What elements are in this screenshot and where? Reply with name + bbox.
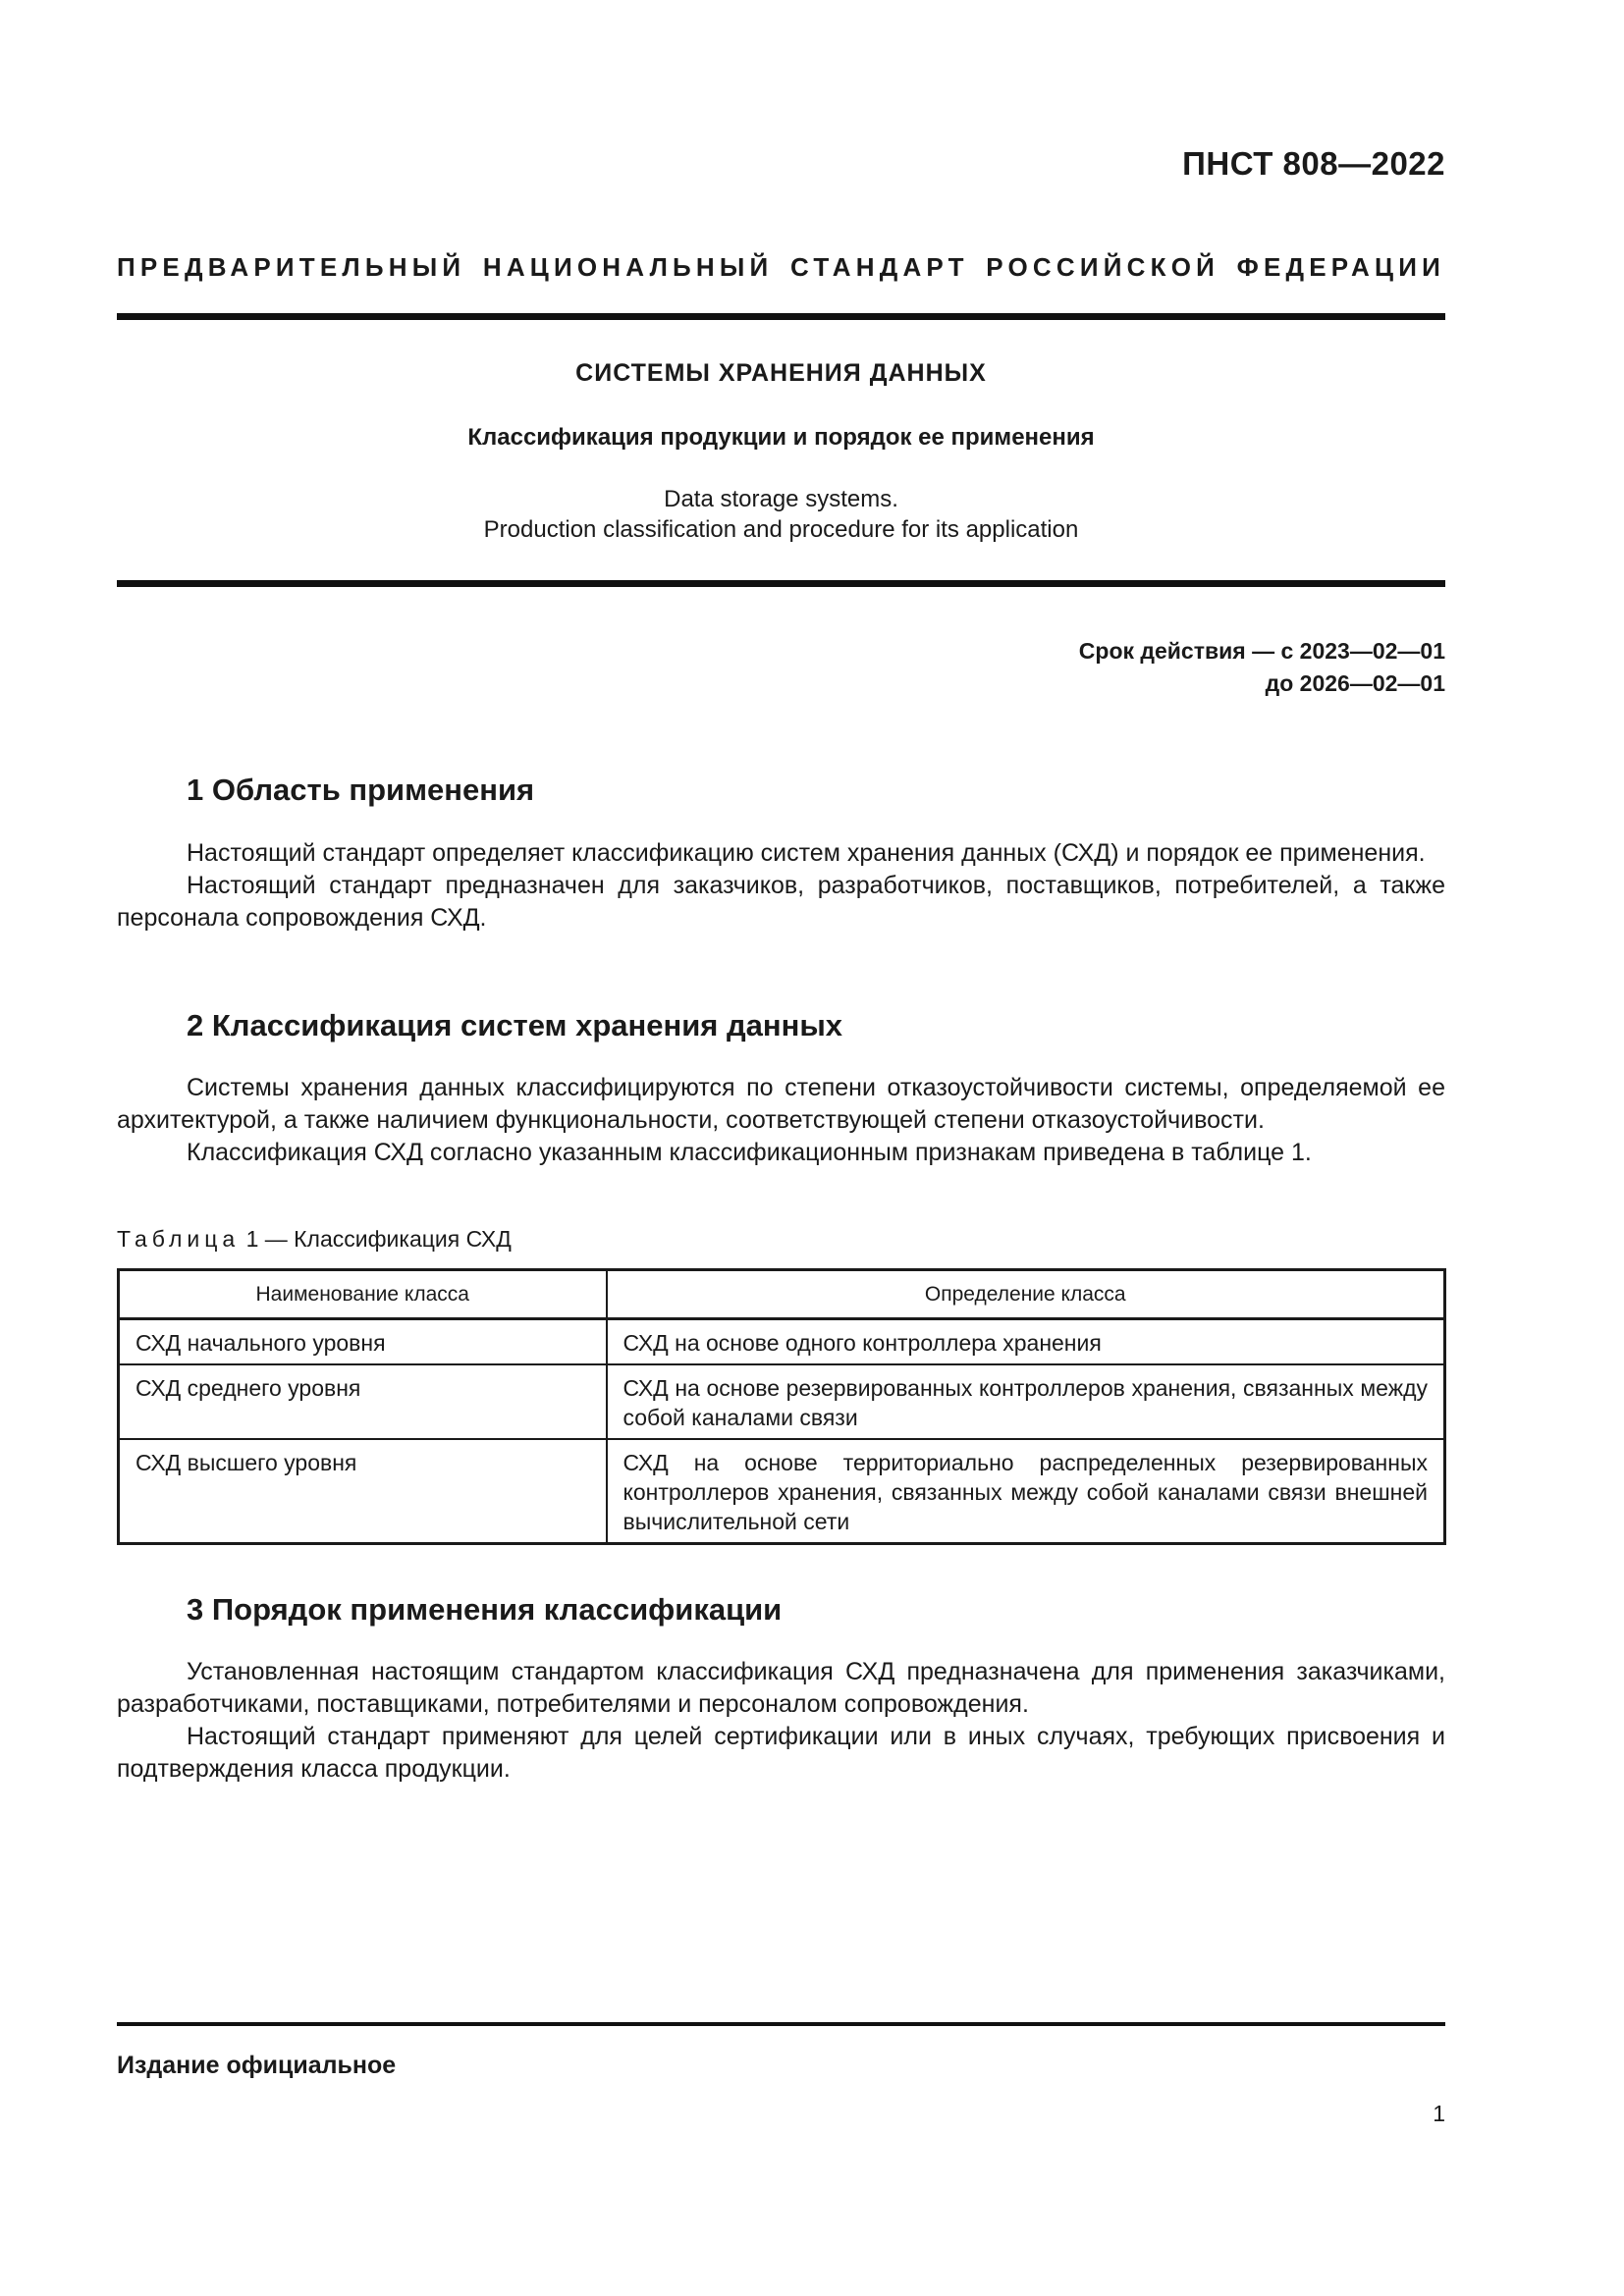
paragraph: Установленная настоящим стандартом классификация СХД предназначена для применения заказчиками, разработчиками, поставщиками, потребителями и персоналом сопровождения.: [117, 1658, 1445, 1718]
cell-class-definition: СХД на основе территориально распределенных резервированных контроллеров хранения, связанных между собой каналами связи внешней вычислительной сети: [607, 1439, 1445, 1544]
table-row: [119, 1364, 1445, 1439]
table-caption-label: Таблица: [117, 1226, 241, 1252]
english-title-line-2: Production classification and procedure for its application: [483, 516, 1079, 543]
document-code: ПНСТ 808—2022: [1182, 145, 1445, 182]
table-row: [119, 1439, 1445, 1544]
column-header-class-definition: Определение класса: [607, 1270, 1445, 1319]
paragraph: Классификация СХД согласно указанным классификационным признакам приведена в таблице 1.: [187, 1139, 1312, 1166]
top-rule: [117, 313, 1445, 320]
paragraph: Системы хранения данных классифицируются по степени отказоустойчивости системы, определяемой ее архитектурой, а также наличием функциональности, соответствующей степени отказоустойчивости.: [117, 1074, 1445, 1134]
document-title: СИСТЕМЫ ХРАНЕНИЯ ДАННЫХ: [575, 359, 987, 387]
cell-class-definition: СХД на основе резервированных контроллеров хранения, связанных между собой каналами связи: [607, 1364, 1445, 1439]
document-subtitle: Классификация продукции и порядок ее применения: [467, 424, 1095, 451]
column-header-class-name: Наименование класса: [119, 1270, 607, 1319]
title-bottom-rule: [117, 580, 1445, 587]
section-1-heading: 1 Область применения: [187, 773, 535, 807]
validity-period: [1079, 635, 1445, 700]
footer-rule: [117, 2022, 1445, 2026]
section-3-body: [117, 1656, 1445, 1786]
section-2-body: [117, 1072, 1445, 1169]
cell-class-definition: СХД на основе одного контроллера хранения: [607, 1319, 1445, 1365]
section-2-heading: 2 Классификация систем хранения данных: [187, 1008, 843, 1042]
table-caption-text: 1 — Классификация СХД: [240, 1226, 512, 1252]
table-header-row: [119, 1270, 1445, 1319]
paragraph: Настоящий стандарт предназначен для заказчиков, разработчиков, поставщиков, потребителей, а также персонала сопровождения СХД.: [117, 872, 1445, 932]
table-row: [119, 1319, 1445, 1365]
english-title-line-1: Data storage systems.: [664, 486, 898, 512]
table-caption: [117, 1226, 512, 1253]
cell-class-name: СХД высшего уровня: [119, 1439, 607, 1544]
section-3-heading: 3 Порядок применения классификации: [187, 1592, 783, 1627]
english-title: [117, 484, 1445, 545]
cell-class-name: СХД начального уровня: [119, 1319, 607, 1365]
cell-class-name: СХД среднего уровня: [119, 1364, 607, 1439]
page-number: 1: [1433, 2101, 1445, 2126]
validity-from: Срок действия — с 2023—02—01: [1078, 638, 1445, 664]
paragraph: Настоящий стандарт определяет классификацию систем хранения данных (СХД) и порядок ее применения.: [187, 839, 1426, 867]
paragraph: Настоящий стандарт применяют для целей сертификации или в иных случаях, требующих присвоения и подтверждения класса продукции.: [117, 1723, 1445, 1783]
validity-to: до 2026—02—01: [1265, 670, 1445, 696]
standard-type-heading: ПРЕДВАРИТЕЛЬНЫЙ НАЦИОНАЛЬНЫЙ СТАНДАРТ РОССИЙСКОЙ ФЕДЕРАЦИИ: [117, 252, 1445, 282]
official-edition-label: Издание официальное: [117, 2052, 397, 2079]
classification-table: [117, 1268, 1446, 1545]
section-1-body: [117, 837, 1445, 934]
